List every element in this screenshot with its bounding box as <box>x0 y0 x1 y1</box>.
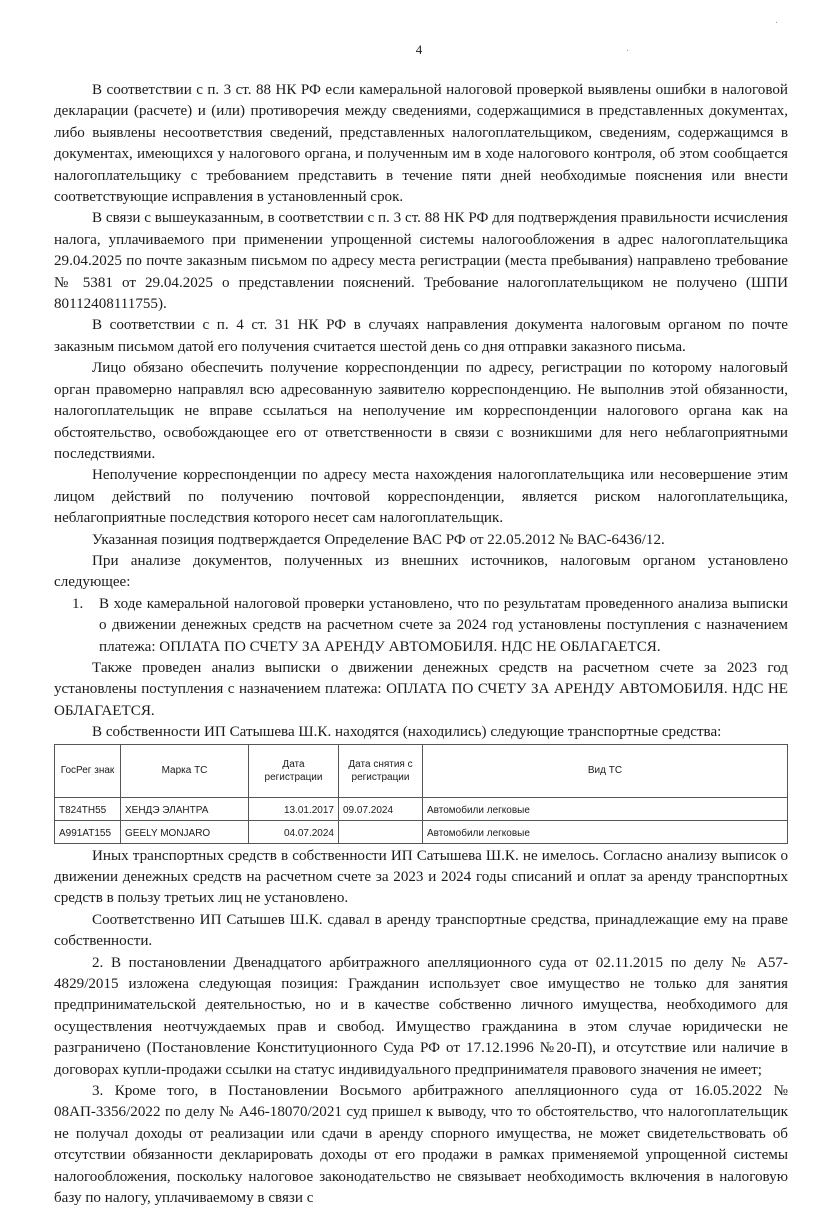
list-item-number: 1. <box>72 595 84 612</box>
paragraph: В соответствии с п. 4 ст. 31 НК РФ в случаях направления документа налоговым органом по почте заказным письмом датой его получения считается шестой день со дня отправки заказного письма. <box>54 317 788 355</box>
table-header-row <box>55 744 788 797</box>
cell-dereg-date <box>339 820 423 843</box>
header-type: Вид ТС <box>423 744 788 797</box>
cell-reg-date: 13.01.2017 <box>249 797 339 820</box>
paragraph: Иных транспортных средств в собственности ИП Сатышева Ш.К. не имелось. Согласно анализу выписок о движении денежных средств на расчетном счете за 2023 и 2024 годы списаний и оплат за аренду транспортных средств в пользу третьих лиц не установлено. <box>54 847 788 907</box>
paragraph: 3. Кроме того, в Постановлении Восьмого арбитражного апелляционного суда от 16.05.2022 № 08АП-3356/2022 по делу № А46-18070/2021 суд пришел к выводу, что то обстоятельство, что налогоплательщик не получал доходы от реализации или сдачи в аренду спорного имущества, не может свидетельствовать об отсутствии обязанности декларировать доходы от его продажи в рамках применяемой упрощенной системы налогообложения, поскольку налоговое законодательство не связывает необходимость включения в налоговую базу по налогу, уплачиваемому в связи с <box>54 1083 788 1207</box>
cell-reg-date: 04.07.2024 <box>249 820 339 843</box>
table-intro: В собственности ИП Сатышева Ш.К. находятся (находились) следующие транспортные средства: <box>92 724 722 741</box>
cell-type: Автомобили легковые <box>423 797 788 820</box>
paragraph: В соответствии с п. 3 ст. 88 НК РФ если камеральной налоговой проверкой выявлены ошибки в налоговой декларации (расчете) и (или) противоречия между сведениями, содержащимися в представленных документах, либо выявлены несоответствия сведений, представленных налогоплательщиком, сведениям, содержащимся в документах, имеющихся у налогового органа, и полученным им в ходе налогового контроля, об этом сообщается налогоплательщику с требованием представить в течение пяти дней необходимые пояснения или внести соответствующие исправления в установленный срок. <box>54 82 788 206</box>
table-row <box>55 820 788 843</box>
document-body <box>54 80 788 1210</box>
cell-brand: ХЕНДЭ ЭЛАНТРА <box>121 797 249 820</box>
paragraph: 2. В постановлении Двенадцатого арбитражного апелляционного суда от 02.11.2015 по делу № А57-4829/2015 изложена следующая позиция: Гражданин использует свое имущество не только для занятия предпринимательской деятельностью, но и в качестве собственно личного имущества, необходимого для осуществления неотчуждаемых прав и свобод. Имущество гражданина в этом случае юридически не разграничено (Постановление Конституционного Суда РФ от 17.12.1996 №20-П), и отсутствие или наличие в договорах купли-продажи ссылки на статус индивидуального предпринимателя правового значения не имеет; <box>54 954 788 1078</box>
paragraph: Указанная позиция подтверждается Определение ВАС РФ от 22.05.2012 № ВАС-6436/12. <box>92 531 665 548</box>
vehicle-table <box>54 744 788 844</box>
cell-plate: А991АТ155 <box>55 820 121 843</box>
list-item-text: В ходе камеральной налоговой проверки установлено, что по результатам проведенного анализа выписки о движении денежных средств на расчетном счете за 2024 год установлены поступления с назначением платежа: ОПЛАТА ПО СЧЕТУ ЗА АРЕНДУ АВТОМОБИЛЯ. НДС НЕ ОБЛАГАЕТСЯ. <box>99 595 788 655</box>
cell-type: Автомобили легковые <box>423 820 788 843</box>
cell-brand: GEELY MONJARO <box>121 820 249 843</box>
header-dereg-date: Дата снятия с регистрации <box>339 744 423 797</box>
list-item <box>54 594 788 658</box>
paragraph: В связи с вышеуказанным, в соответствии с п. 3 ст. 88 НК РФ для подтверждения правильности исчисления налога, уплачиваемого при применении упрощенной системы налогообложения в адрес налогоплательщика 29.04.2025 по почте заказным письмом по адресу места регистрации (места пребывания) направлено требование № 5381 от 29.04.2025 о представлении пояснений. Требование налогоплательщиком не получено (ШПИ 80112408111755). <box>54 210 788 313</box>
scan-mark: · <box>626 46 630 57</box>
paragraph: Лицо обязано обеспечить получение корреспонденции по адресу, регистрации по которому налоговый орган правомерно направлял всю адресованную заявителю корреспонденцию. Не выполнив этой обязанности, налогоплательщик не вправе ссылаться на неполучение им корреспонденции налогового органа как на обстоятельство, освобождающее его от ответственности в связи с возникшими для него неблагоприятными последствиями. <box>54 360 788 462</box>
paragraph: Неполучение корреспонденции по адресу места нахождения налогоплательщика или несовершение этим лицом действий по получению почтовой корреспонденции, является риском налогоплательщика, неблагоприятные последствия которого несет сам налогоплательщик. <box>54 467 788 527</box>
page-number: 4 <box>415 42 423 57</box>
paragraph: Также проведен анализ выписки о движении денежных средств на расчетном счете за 2023 год установлены поступления с назначением платежа: ОПЛАТА ПО СЧЕТУ ЗА АРЕНДУ АВТОМОБИЛЯ. НДС НЕ ОБЛАГАЕТСЯ. <box>54 659 788 719</box>
header-plate: ГосРег знак <box>55 744 121 797</box>
header-brand: Марка ТС <box>121 744 249 797</box>
cell-dereg-date: 09.07.2024 <box>339 797 423 820</box>
paragraph: Соответственно ИП Сатышев Ш.К. сдавал в аренду транспортные средства, принадлежащие ему на праве собственности. <box>54 911 788 950</box>
scan-mark: · <box>775 18 779 29</box>
cell-plate: Т824ТН55 <box>55 797 121 820</box>
paragraph: При анализе документов, полученных из внешних источников, налоговым органом установлено следующее: <box>54 552 788 591</box>
table-row <box>55 797 788 820</box>
header-reg-date: Дата регистрации <box>249 744 339 797</box>
